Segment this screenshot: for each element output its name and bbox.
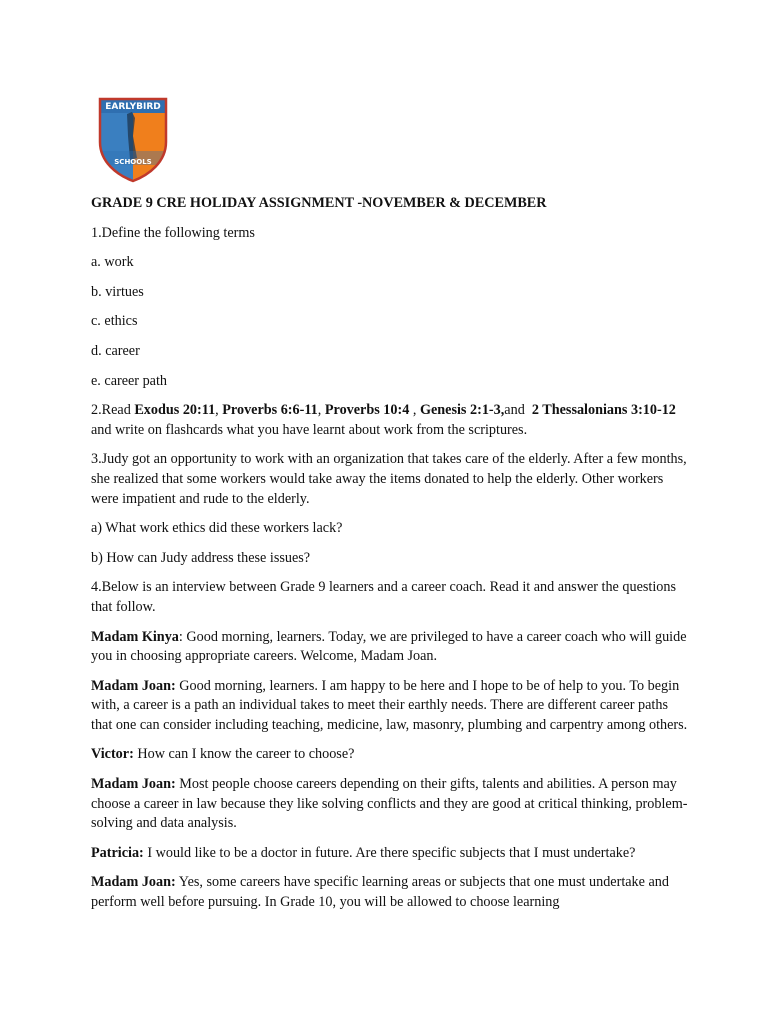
svg-text:EARLYBIRD: EARLYBIRD [105,102,161,112]
question-4-text: 4.Below is an interview between Grade 9 learners and a career coach. Read it and answer the questions that follow. [91,579,676,615]
scripture-ref: Proverbs 10:4 [324,402,410,419]
speaker-name: Patricia: [91,844,144,861]
speaker-name: Madam Joan: [91,874,176,891]
shield-logo-icon [97,96,169,184]
question-2 [91,401,691,440]
dialogue-line [91,775,691,834]
question-3-text: 3.Judy got an opportunity to work with an organization that takes care of the elderly. After a few months, she realized that some workers would take away the items donated to help the elderly. Other workers were impatient and rude to the elderly. [91,451,687,507]
dialogue-text: Yes, some careers have specific learning areas or subjects that one must undertake and perform well before pursuing. In Grade 10, you will be allowed to choose learning [91,874,669,911]
term-item: b. virtues [91,283,144,300]
term-item: c. ethics [91,313,138,330]
dialogue-text: Good morning, learners. I am happy to be here and I hope to be of help to you. To begin with, a career is a path an individual takes to meet their earthly needs. There are different career paths that one can consider including teaching, medicine, law, masonry, plumbing and carpentry among others. [91,677,688,733]
document-title: GRADE 9 CRE HOLIDAY ASSIGNMENT -NOVEMBER & DECEMBER [91,195,547,211]
q2-tail: and write on flashcards what you have learnt about work from the scriptures. [91,421,528,438]
dialogue-line [91,677,691,736]
dialogue-text: How can I know the career to choose? [137,746,355,763]
dialogue-line [91,873,691,912]
q2-sep: , [409,402,420,419]
scripture-ref: Genesis 2:1-3, [419,402,505,419]
scripture-ref: Proverbs 6:6-11 [222,402,318,419]
question-3a: a) What work ethics did these workers lack? [91,520,343,537]
q2-sep: , [215,402,223,419]
dialogue-line [91,628,691,667]
scripture-ref: Exodus 20:11 [134,402,216,419]
dialogue-line [91,745,691,765]
speaker-name: Victor: [91,746,134,763]
scripture-ref: 2 Thessalonians 3:10-12 [531,402,676,419]
dialogue-sep: : [178,628,187,645]
term-item: d. career [91,342,140,359]
question-1-prompt: 1.Define the following terms [91,224,255,241]
speaker-name: Madam Joan: [91,677,176,694]
speaker-name: Madam Kinya [91,628,179,645]
term-item: a. work [91,254,134,271]
dialogue-text: I would like to be a doctor in future. Are there specific subjects that I must undertake? [147,844,636,861]
question-3b: b) How can Judy address these issues? [91,549,311,566]
school-logo [97,96,169,184]
dialogue-text: Good morning, learners. Today, we are privileged to have a career coach who will guide you in choosing appropriate careers. Welcome, Madam Joan. [91,628,687,665]
term-item: e. career path [91,372,168,389]
assignment-document [91,194,691,923]
dialogue-text: Most people choose careers depending on their gifts, talents and abilities. A person may choose a career in law because they like solving conflicts and they are good at critical thinking, problem-solving and data analysis. [91,776,688,832]
q2-lead: 2.Read [91,402,135,419]
dialogue-line [91,844,691,864]
q2-sep: , [317,402,325,419]
svg-text:SCHOOLS: SCHOOLS [114,158,152,166]
q2-sep: and [504,402,532,419]
speaker-name: Madam Joan: [91,776,176,793]
